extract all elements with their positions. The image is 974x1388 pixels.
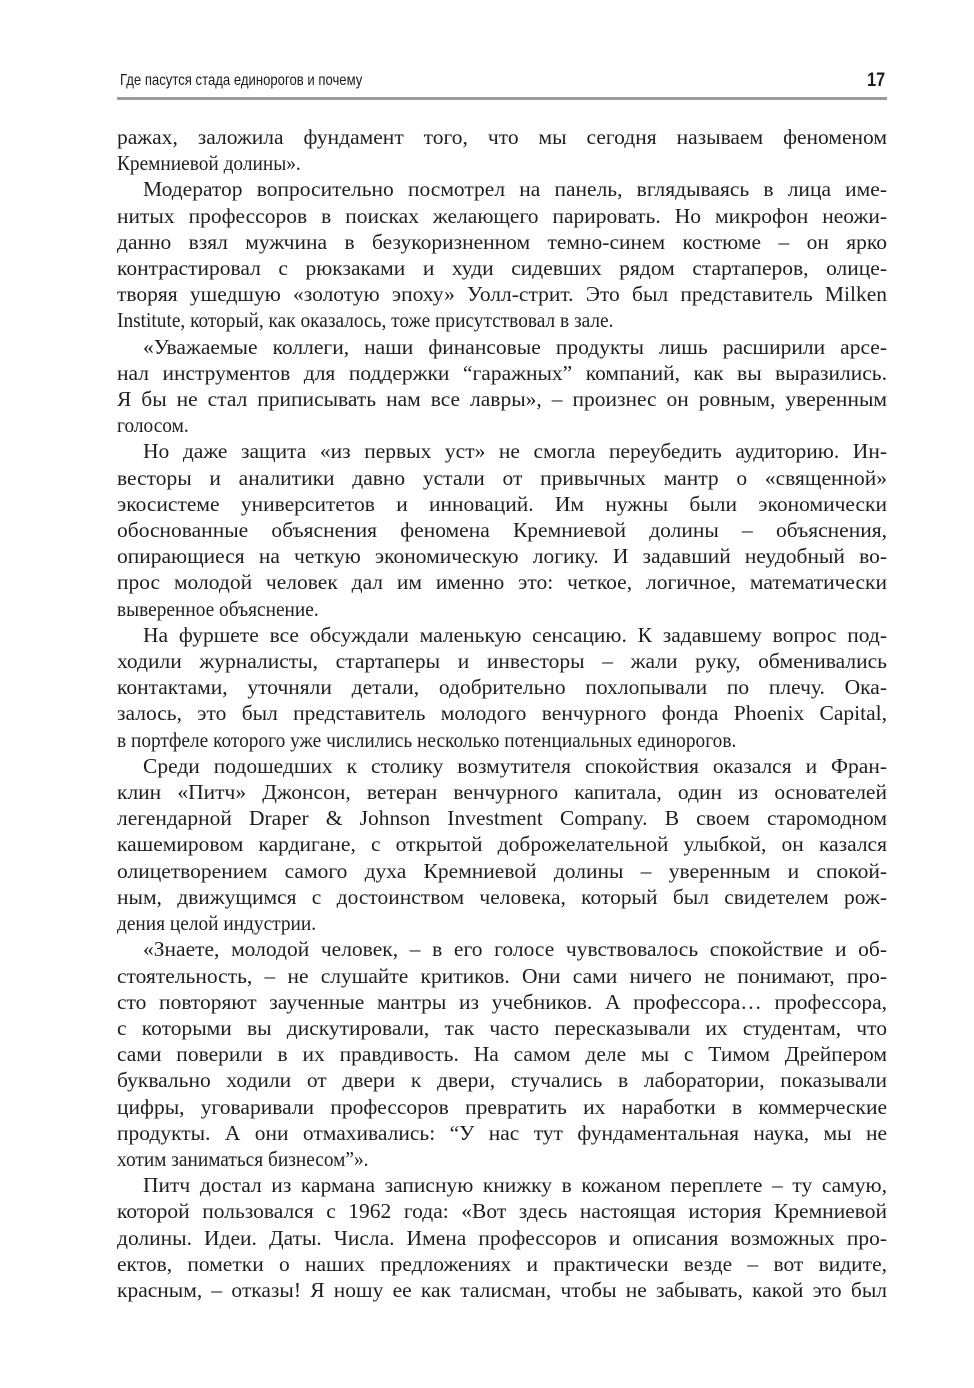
text-line [117, 1251, 887, 1277]
page-number: 17 [867, 70, 885, 91]
header-rule [117, 97, 887, 100]
text-line [117, 1067, 887, 1093]
text-line-content: экосистеме университетов и инноваций. Им нужны были экономически [117, 491, 887, 516]
paragraph [117, 334, 887, 439]
text-line [117, 281, 887, 307]
text-line-content: сами поверили в их правдивость. На самом деле мы с Тимом Дрейпером [117, 1042, 887, 1067]
text-line-content: ходили журналисты, стартаперы и инвесторы – жали руку, обменивались [117, 649, 887, 674]
paragraph [117, 1172, 887, 1303]
text-line-content: кашемировом кардигане, с открытой доброжелательной улыбкой, он казался [117, 832, 887, 857]
text-line [117, 386, 887, 412]
text-line-content: стоятельность, – не слушайте критиков. Они сами ничего не понимают, про- [117, 963, 887, 988]
text-line [117, 438, 887, 464]
text-line [117, 307, 887, 333]
text-line-content: в портфеле которого уже числились несколько потенциальных единорогов. [117, 727, 737, 752]
text-line [117, 1015, 887, 1041]
text-line [117, 858, 887, 884]
text-line [117, 648, 887, 674]
text-line-content: продукты. А они отмахивались: “У нас тут фундаментальная наука, мы не [117, 1120, 887, 1145]
text-line [117, 1172, 887, 1198]
text-line-content: «Уважаемые коллеги, наши финансовые продукты лишь расширили арсе- [143, 334, 887, 359]
text-line-content: нал инструментов для поддержки “гаражных” компаний, как вы выразились. [117, 360, 887, 385]
text-line [117, 1225, 887, 1251]
text-line [117, 831, 887, 857]
text-line-content: хотим заниматься бизнесом”». [117, 1146, 369, 1171]
text-line-content: обоснованные объяснения феномена Кремниевой долины – объяснения, [117, 518, 887, 543]
text-line [117, 805, 887, 831]
text-line [117, 412, 887, 438]
text-line [117, 229, 887, 255]
text-line [117, 334, 887, 360]
text-line-content: буквально ходили от двери к двери, стучались в лаборатории, показывали [117, 1068, 887, 1093]
text-line [117, 543, 887, 569]
text-line-content: Питч достал из кармана записную книжку в кожаном переплете – ту самую, [143, 1173, 887, 1198]
text-line-content: красным, – отказы! Я ношу ее как талисман, чтобы не забывать, какой это был [117, 1277, 887, 1302]
text-line [117, 203, 887, 229]
text-line [117, 465, 887, 491]
paragraph [117, 936, 887, 1172]
text-line [117, 1198, 887, 1224]
running-header [117, 68, 887, 98]
text-line-content: сто повторяют заученные мантры из учебников. А профессора… профессора, [117, 989, 887, 1014]
running-title: Где пасутся стада единорогов и почему [120, 72, 363, 89]
text-line [117, 176, 887, 202]
paragraph [117, 438, 887, 621]
text-line-content: контрастировал с рюкзаками и худи сидевших рядом стартаперов, олице- [117, 256, 887, 281]
text-line [117, 255, 887, 281]
text-line [117, 884, 887, 910]
paragraph [117, 176, 887, 333]
text-line [117, 963, 887, 989]
text-line-content: ектов, пометки о наших предложениях и практически везде – вот видите, [117, 1251, 887, 1276]
text-line [117, 753, 887, 779]
text-line [117, 1041, 887, 1067]
text-line-content: залось, это был представитель молодого венчурного фонда Phoenix Capital, [117, 701, 887, 726]
text-line-content: голосом. [117, 413, 189, 438]
text-line-content: цифры, уговаривали профессоров превратить их наработки в коммерческие [117, 1094, 887, 1119]
text-line [117, 674, 887, 700]
text-line-content: легендарной Draper & Johnson Investment Company. В своем старомодном [117, 806, 887, 831]
text-line-content: контактами, уточняли детали, одобрительно похлопывали по плечу. Ока- [117, 675, 887, 700]
text-line [117, 989, 887, 1015]
body-text [117, 124, 887, 1303]
text-line [117, 1120, 887, 1146]
text-line-content: весторы и аналитики давно устали от привычных мантр о «священной» [117, 465, 887, 490]
text-line-content: с которыми вы дискутировали, так часто пересказывали их студентам, что [117, 1015, 887, 1040]
text-line [117, 360, 887, 386]
text-line [117, 1146, 887, 1172]
paragraph [117, 622, 887, 753]
text-line-content: клин «Питч» Джонсон, ветеран венчурного капитала, один из основателей [117, 780, 887, 805]
text-line-content: Модератор вопросительно посмотрел на панель, вглядываясь в лица име- [143, 177, 887, 202]
text-line-content: Среди подошедших к столику возмутителя спокойствия оказался и Фран- [143, 753, 887, 778]
text-line [117, 936, 887, 962]
text-line [117, 596, 887, 622]
text-line [117, 517, 887, 543]
text-line-content: Кремниевой долины». [117, 151, 301, 176]
text-line-content: «Знаете, молодой человек, – в его голосе чувствовалось спокойствие и об- [143, 937, 887, 962]
text-line-content: опирающиеся на четкую экономическую логику. И задавший неудобный во- [117, 544, 887, 569]
text-line [117, 700, 887, 726]
text-line [117, 569, 887, 595]
text-line-content: Но даже защита «из первых уст» не смогла переубедить аудиторию. Ин- [143, 439, 887, 464]
text-line [117, 1277, 887, 1303]
text-line-content: которой пользовался с 1962 года: «Вот здесь настоящая история Кремниевой [117, 1199, 887, 1224]
text-line [117, 779, 887, 805]
text-line [117, 491, 887, 517]
text-line [117, 910, 887, 936]
text-line-content: дения целой индустрии. [117, 911, 317, 936]
text-line-content: олицетворением самого духа Кремниевой долины – уверенным и спокой- [117, 858, 887, 883]
text-line-content: долины. Идеи. Даты. Числа. Имена профессоров и описания возможных про- [117, 1225, 887, 1250]
text-line [117, 727, 887, 753]
text-line-content: ражах, заложила фундамент того, что мы сегодня называем феноменом [117, 125, 887, 149]
text-line-content: Я бы не стал приписывать нам все лавры», – произнес он ровным, уверенным [117, 387, 887, 412]
text-line [117, 150, 887, 176]
paragraph [117, 124, 887, 176]
text-line-content: Institute, который, как оказалось, тоже присутствовал в зале. [117, 308, 614, 333]
text-line-content: нитых профессоров в поисках желающего парировать. Но микрофон неожи- [117, 203, 887, 228]
text-line-content: На фуршете все обсуждали маленькую сенсацию. К задавшему вопрос под- [143, 622, 887, 647]
paragraph [117, 753, 887, 936]
text-line [117, 124, 887, 150]
text-line [117, 1094, 887, 1120]
text-line-content: прос молодой человек дал им именно это: четкое, логичное, математически [117, 570, 887, 595]
text-line-content: ным, движущимся с достоинством человека, который был свидетелем рож- [117, 884, 887, 909]
text-line-content: творяя ушедшую «золотую эпоху» Уолл-стрит. Это был представитель Milken [117, 282, 887, 307]
text-line-content: выверенное объяснение. [117, 596, 319, 621]
text-line-content: данно взял мужчина в безукоризненном темно-синем костюме – он ярко [117, 229, 887, 254]
text-line [117, 622, 887, 648]
